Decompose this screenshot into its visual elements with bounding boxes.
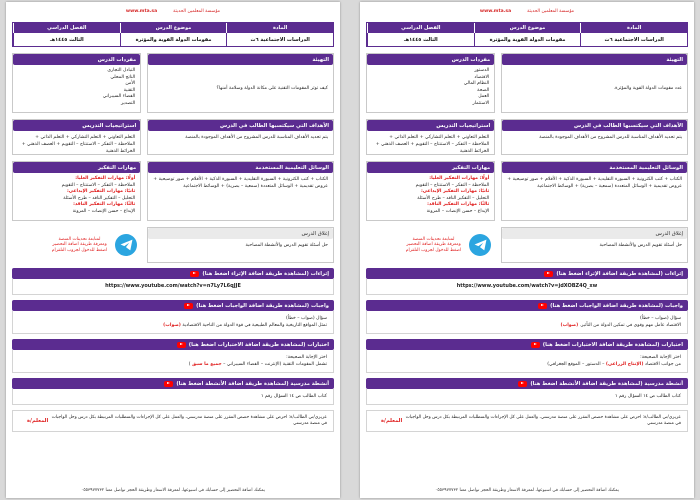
homework-answer: (صواب) — [163, 323, 181, 328]
vocab-item: الاقتصاد — [474, 74, 490, 80]
vocab-item: الاستثمار — [472, 100, 490, 106]
youtube-icon[interactable] — [518, 381, 527, 387]
tests-line2 — [373, 361, 681, 368]
thinking-line: أولًا: مهارات التفكير العليا: — [429, 176, 490, 181]
activity-body — [12, 389, 334, 405]
objectives-title: الأهداف التي سيكتسبها الطالب في الدرس — [502, 120, 687, 131]
thinking-line: أولًا: مهارات التفكير العليا: — [75, 176, 136, 181]
objectives-section — [501, 119, 688, 155]
strategies-section — [12, 119, 141, 155]
enrichment-url[interactable]: https://www.youtube.com/watch?v=jdXOBZ4Q_xw — [456, 283, 598, 289]
vocab-item: التبادل التجاري — [107, 68, 136, 73]
site-url[interactable]: www.mta.sa — [479, 8, 512, 14]
youtube-icon[interactable] — [544, 271, 553, 277]
youtube-icon[interactable] — [190, 271, 199, 277]
vocab-section — [366, 53, 495, 113]
tools-section — [147, 161, 334, 221]
homework-answer: (صواب) — [560, 323, 579, 328]
intro-section — [501, 53, 688, 113]
vocab-list — [367, 65, 494, 111]
homework-question: تمثل المواقع التاريخية والمعالم الطبيعية في قوة الدولة من الناحية الاقتصادية — [182, 323, 327, 328]
vocab-item: التقنية — [123, 87, 136, 93]
activity-title[interactable]: أنشطة مدرسية (لمشاهدة طريقة اضافة الأنشطة اضغط هنا) — [530, 380, 683, 387]
thinking-line: الإبداع – حسن الإنصات – المرونة — [72, 208, 136, 214]
lesson-header-table — [12, 22, 334, 47]
institution-name: مؤسسة المعلمين الحديثة — [527, 8, 575, 14]
homework-body — [12, 311, 334, 334]
page-top-line — [12, 6, 334, 16]
objectives-text: يتم تحديد الأهداف المناسبة للدرس المشروح من الأهداف الموجودة بالمنصة — [539, 135, 682, 140]
student-note: عزيزي/تي الطالب/ة: احرص على مشاهدة حصص المقرر على منصة مدرستي، والعمل على كل الإجراءات والمتطلبات المرتبطة بكل درس وحل الواجبات في منصة مدرستي — [405, 415, 681, 426]
enrichment-title[interactable]: إثراءات (لمشاهدة طريقة اضافة الإثراء اضغط هنا) — [202, 270, 329, 277]
thinking-line: التحليل – التفكير الناقد – طرح الأسئلة — [63, 195, 136, 201]
closure-title: إغلاق الدرس — [502, 228, 687, 239]
promo-line[interactable]: ومعرفة طريقة اضافة التحضير — [406, 242, 461, 248]
term-value: الثالث ١٤٤٥هـ — [367, 33, 474, 46]
tests-question: تشمل المقومات التقنية (الإنترنت – الفضاء السيبراني – — [223, 362, 327, 367]
thinking-list — [367, 173, 494, 219]
vocab-item: النظام المالي — [463, 81, 490, 87]
homework-line2 — [19, 322, 327, 329]
teacher-label: المعلم/ة — [381, 417, 403, 424]
subject-label: المادة — [226, 23, 333, 33]
closure-title: إغلاق الدرس — [148, 228, 333, 239]
homework-line1: سؤال (صواب – خطأ) — [640, 316, 681, 321]
youtube-icon[interactable] — [531, 342, 540, 348]
strategies-title: استراتيجيات التدريس — [13, 120, 140, 131]
vocab-title: مفردات الدرس — [13, 54, 140, 65]
thinking-line: ثالثًا: مهارات التفكير الناقد: — [73, 202, 136, 208]
tools-section — [501, 161, 688, 221]
promo-line[interactable]: اضغط للدخول لجروب التلقرام — [405, 247, 462, 253]
enrichment-title[interactable]: إثراءات (لمشاهدة طريقة اضافة الإثراء اضغط هنا) — [556, 270, 683, 277]
objectives-section — [147, 119, 334, 155]
lesson-label: موضوع الدرس — [120, 23, 227, 33]
telegram-icon[interactable] — [115, 234, 137, 256]
promo-line[interactable]: اضغط للدخول لجروب التلقرام — [51, 247, 108, 253]
subject-value: الدراسات الاجتماعية ٦ث — [226, 33, 333, 46]
tools-text: الكتاب + كتب الكترونية + السبورة التقليدية + السبورة الذكية + الأقلام + صور توضيحية + عروض تقديمية + الوسائل المتعددة (سمعية – بصرية) + الوسائط الاجتماعية — [507, 177, 682, 189]
enrichment-body — [366, 279, 688, 295]
tests-question-tail: – الدستور – الموقع الجغرافي) — [547, 362, 605, 367]
vocab-item: الفضاء السيبراني — [102, 94, 136, 100]
telegram-promo[interactable] — [366, 227, 495, 263]
youtube-icon[interactable] — [538, 303, 547, 309]
homework-title[interactable]: واجبات (لمشاهدة طريقة اضافة الواجبات اضغط هنا) — [196, 302, 329, 309]
youtube-icon[interactable] — [184, 303, 193, 309]
thinking-list — [13, 173, 140, 219]
student-note: عزيزي/تي الطالب/ة: احرص على مشاهدة حصص المقرر على منصة مدرستي، والعمل على كل الإجراءات والمتطلبات المرتبطة بكل درس وحل الواجبات في منصة مدرستي — [51, 415, 327, 426]
telegram-promo-text[interactable] — [52, 237, 107, 254]
tests-answer: جميع ما سبق — [191, 362, 222, 367]
tools-text: الكتاب + كتب الكترونية + السبورة التقليدية + السبورة الذكية + الأقلام + صور توضيحية + عروض تقديمية + الوسائل المتعددة (سمعية – بصرية) + الوسائط الاجتماعية — [153, 177, 328, 189]
promo-line[interactable]: لمتابعة تحديثات المنصة — [58, 236, 101, 242]
vocab-item: الأمن — [125, 81, 136, 87]
term-label: الفصل الدراسي — [367, 23, 474, 33]
tests-bar[interactable] — [12, 339, 334, 350]
tests-body — [366, 350, 688, 373]
enrichment-url[interactable]: https://www.youtube.com/watch?v=n7Ly7L6qJJE — [105, 283, 241, 289]
tests-question-tail: ) — [188, 362, 191, 367]
site-url[interactable]: www.mta.sa — [125, 8, 158, 14]
homework-body — [366, 311, 688, 334]
lesson-page-left — [6, 2, 340, 498]
enrichment-body — [12, 279, 334, 295]
activity-body — [366, 389, 688, 405]
tests-line1: اختر الإجابة الصحيحة: — [640, 355, 681, 360]
vocab-list — [13, 65, 140, 111]
homework-bar[interactable] — [366, 300, 688, 311]
enrichment-bar[interactable] — [366, 268, 688, 279]
youtube-icon[interactable] — [177, 342, 186, 348]
subject-label: المادة — [580, 23, 687, 33]
thinking-line: التحليل – التفكير الناقد – طرح الأسئلة — [417, 195, 490, 201]
strategies-text: التعلم التعاوني + التعلم التشاركي + التعلم الذاتي + الملاحظة – التفكر – الاستنتاج – التقويم + العصف الذهني + الخرائط الذهنية — [375, 135, 490, 154]
thinking-title: مهارات التفكير — [13, 162, 140, 173]
tests-line2 — [19, 361, 327, 368]
page-top-line — [366, 6, 688, 16]
lesson-value: مقومات الدولة القوية والمؤثرة — [120, 33, 227, 46]
strategies-title: استراتيجيات التدريس — [367, 120, 494, 131]
tests-line1: اختر الإجابة الصحيحة: — [286, 355, 327, 360]
youtube-icon[interactable] — [164, 381, 173, 387]
activity-bar[interactable] — [366, 378, 688, 389]
homework-line1: سؤال (صواب – خطأ) — [286, 316, 327, 321]
homework-question: الاقتصاد عامل مهم وقوي في تمكين الدولة من التأثير. — [579, 323, 681, 328]
tests-bar[interactable] — [366, 339, 688, 350]
objectives-title: الأهداف التي سيكتسبها الطالب في الدرس — [148, 120, 333, 131]
institution-name: مؤسسة المعلمين الحديثة — [173, 8, 221, 14]
vocab-item: الناتج المحلي — [110, 74, 136, 80]
activity-text: كتاب الطالب ص ١٤ السؤال رقم ١ — [614, 394, 681, 399]
telegram-promo[interactable] — [12, 227, 141, 263]
closure-text: حل أسئلة تقويم الدرس والأنشطة المصاحبة — [245, 243, 328, 248]
teacher-label: المعلم/ة — [27, 417, 49, 424]
homework-title[interactable]: واجبات (لمشاهدة طريقة اضافة الواجبات اضغط هنا) — [550, 302, 683, 309]
thinking-line: الإبداع – حسن الإنصات – المرونة — [426, 208, 490, 214]
tests-title[interactable]: اختبارات (لمشاهدة طريقة اضافة الاختبارات اضغط هنا) — [188, 341, 329, 348]
lesson-value: مقومات الدولة القوية والمؤثرة — [474, 33, 581, 46]
vocab-item: الصحة — [477, 87, 490, 93]
intro-text: كيف توثر المقومات التقنية على مكانة الدولة وسلامة أمنها؟ — [216, 86, 328, 91]
page-footer: يمكنك اضافة التحضير إلى حسابك في اسبوعها، لمعرفة الاسعار وطريقة الحجز تواصل معنا ٠٥٥٣٩٧٧٧٣٢ — [435, 488, 619, 493]
term-value: الثالث ١٤٤٥هـ — [13, 33, 120, 46]
page-footer: يمكنك اضافة التحضير إلى حسابك في اسبوعها، لمعرفة الاسعار وطريقة الحجز تواصل معنا ٠٥٥٣٩٧٧٧٣٢ — [81, 488, 265, 493]
enrichment-bar[interactable] — [12, 268, 334, 279]
tests-title[interactable]: اختبارات (لمشاهدة طريقة اضافة الاختبارات اضغط هنا) — [542, 341, 683, 348]
objectives-text: يتم تحديد الأهداف المناسبة للدرس المشروح من الأهداف الموجودة بالمنصة — [185, 135, 328, 140]
vocab-section — [12, 53, 141, 113]
thinking-line: ثانيًا: مهارات التفكير الإبداعي: — [420, 189, 490, 195]
thinking-line: الملاحظة – التفكر – الاستنتاج – التقويم — [61, 182, 136, 188]
homework-line2 — [373, 322, 681, 329]
note-section — [366, 410, 688, 432]
term-label: الفصل الدراسي — [13, 23, 120, 33]
activity-title[interactable]: أنشطة مدرسية (لمشاهدة طريقة اضافة الأنشطة اضغط هنا) — [176, 380, 329, 387]
homework-bar[interactable] — [12, 300, 334, 311]
lesson-header-table — [366, 22, 688, 47]
thinking-section — [366, 161, 495, 221]
activity-text: كتاب الطالب ص ١٤ السؤال رقم ١ — [260, 394, 327, 399]
intro-section — [147, 53, 334, 113]
strategies-section — [366, 119, 495, 155]
thinking-line: الملاحظة – التفكر – الاستنتاج – التقويم — [415, 182, 490, 188]
tests-body — [12, 350, 334, 373]
tools-title: الوسائل التعليمية المستخدمة — [148, 162, 333, 173]
vocab-title: مفردات الدرس — [367, 54, 494, 65]
intro-title: التهيئة — [148, 54, 333, 65]
lesson-label: موضوع الدرس — [474, 23, 581, 33]
closure-section — [501, 227, 688, 263]
lesson-page-right — [360, 2, 694, 498]
thinking-line: ثالثًا: مهارات التفكير الناقد: — [427, 202, 490, 208]
thinking-section — [12, 161, 141, 221]
closure-section — [147, 227, 334, 263]
thinking-title: مهارات التفكير — [367, 162, 494, 173]
thinking-line: ثانيًا: مهارات التفكير الإبداعي: — [66, 189, 136, 195]
telegram-promo-text[interactable] — [406, 237, 461, 254]
tools-title: الوسائل التعليمية المستخدمة — [502, 162, 687, 173]
note-section — [12, 410, 334, 432]
subject-value: الدراسات الاجتماعية ٦ث — [580, 33, 687, 46]
vocab-item: التصدير — [120, 100, 136, 106]
promo-line[interactable]: لمتابعة تحديثات المنصة — [412, 236, 455, 242]
promo-line[interactable]: ومعرفة طريقة اضافة التحضير — [52, 242, 107, 248]
tests-question: من جوانب الاقتصاد — [644, 362, 681, 367]
strategies-text: التعلم التعاوني + التعلم التشاركي + التعلم الذاتي + الملاحظة – التفكر – الاستنتاج – التقويم + العصف الذهني + الخرائط الذهنية — [21, 135, 136, 154]
tests-answer: (الإنتاج الزراعي) — [605, 362, 644, 367]
vocab-item: الدستور — [474, 68, 490, 73]
activity-bar[interactable] — [12, 378, 334, 389]
intro-title: التهيئة — [502, 54, 687, 65]
vocab-item: العمل — [478, 94, 490, 100]
telegram-icon[interactable] — [469, 234, 491, 256]
closure-text: حل أسئلة تقويم الدرس والأنشطة المصاحبة — [599, 243, 682, 248]
intro-text: عدد مقومات الدولة القوية والمؤثرة. — [613, 86, 682, 91]
